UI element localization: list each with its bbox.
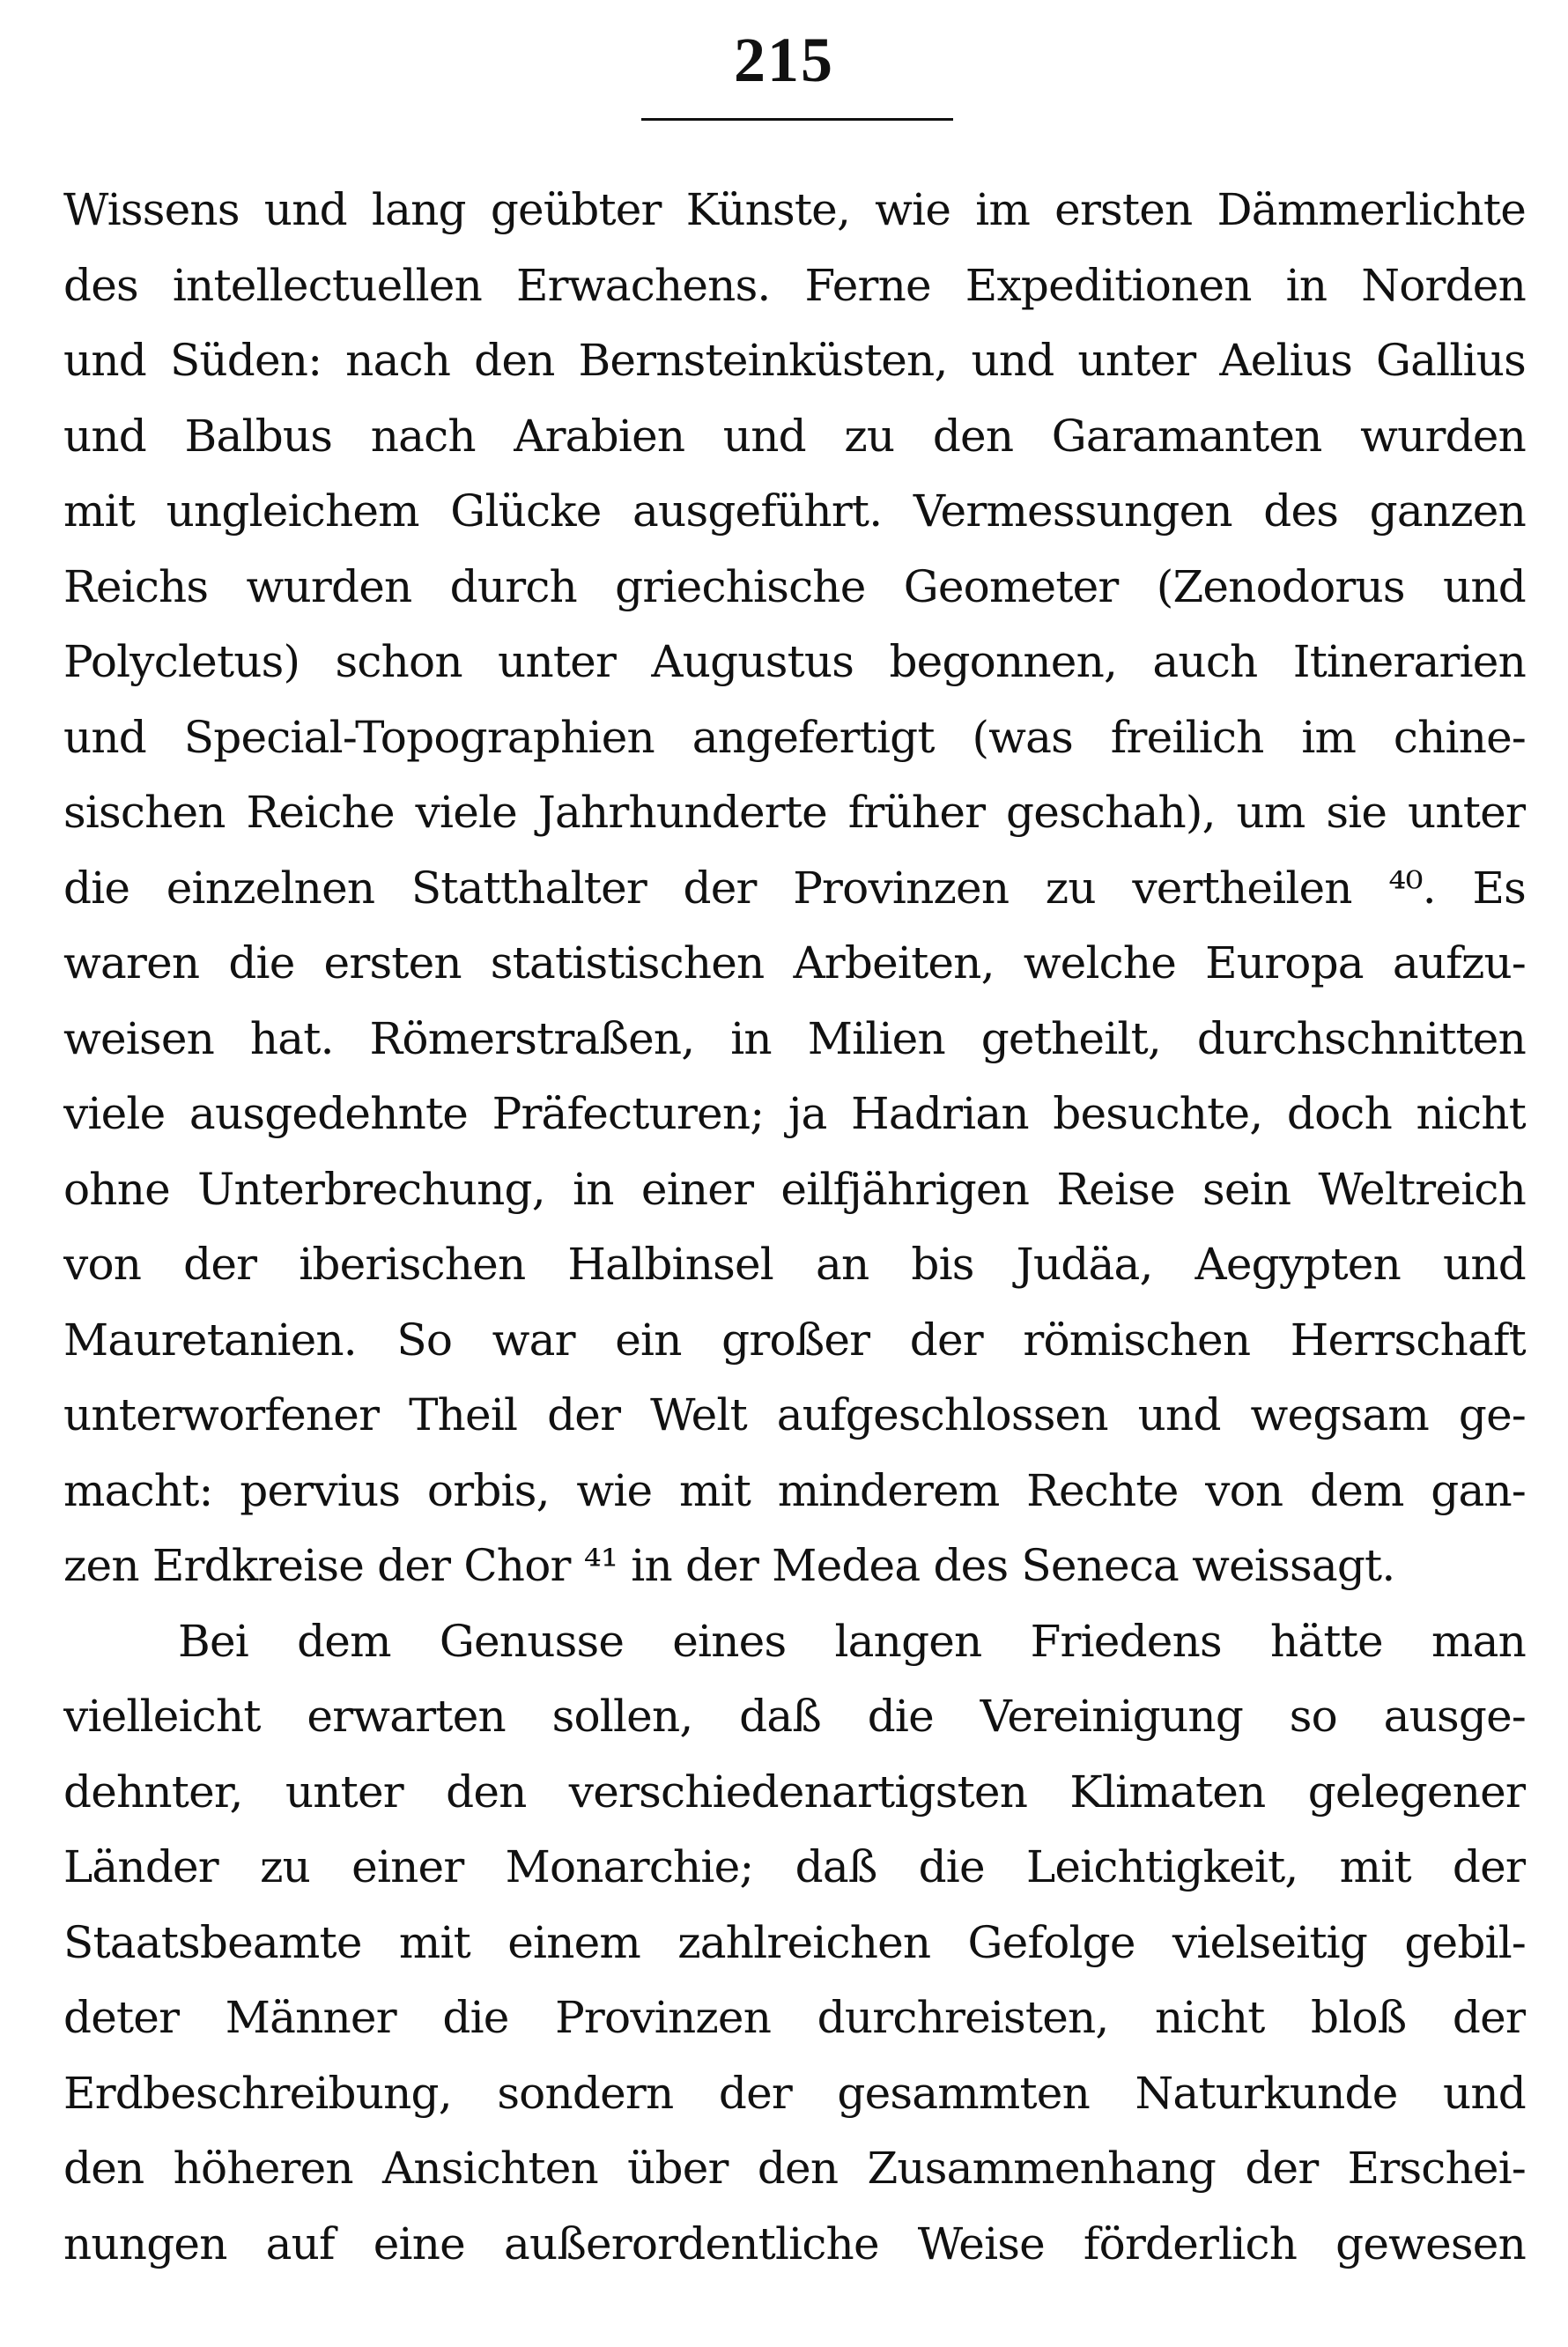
text-line: Länder zu einer Monarchie; daß die Leichtigkeit, mit der (63, 1841, 1526, 1892)
text-line: deter Männer die Provinzen durchreisten, nicht bloß der (63, 1992, 1526, 2043)
text-line: sischen Reiche viele Jahrhunderte früher geschah), um sie unter (63, 787, 1526, 838)
text-line: vielleicht erwarten sollen, daß die Vereinigung so ausge- (63, 1691, 1526, 1742)
text-line: zen Erdkreise der Chor ⁴¹ in der Medea des Seneca weissagt. (63, 1540, 1395, 1591)
text-line: Erdbeschreibung, sondern der gesammten Naturkunde und (63, 2067, 1526, 2119)
text-line: viele ausgedehnte Präfecturen; ja Hadrian besuchte, doch nicht (63, 1088, 1526, 1139)
text-line: ohne Unterbrechung, in einer eilfjährigen Reise sein Weltreich (63, 1163, 1526, 1215)
text-line: Staatsbeamte mit einem zahlreichen Gefolge vielseitig gebil- (63, 1916, 1526, 1968)
text-line: unterworfener Theil der Welt aufgeschlossen und wegsam ge- (63, 1389, 1526, 1440)
text-line: den höheren Ansichten über den Zusammenhang der Erschei- (63, 2143, 1526, 2194)
text-line: von der iberischen Halbinsel an bis Judäa, Aegypten und (63, 1239, 1526, 1290)
text-line: und Süden: nach den Bernsteinküsten, und unter Aelius Gallius (63, 335, 1526, 386)
text-line: Reichs wurden durch griechische Geometer (Zenodorus und (63, 560, 1526, 612)
body-text (63, 173, 1526, 2282)
text-line: waren die ersten statistischen Arbeiten, welche Europa aufzu- (63, 937, 1526, 988)
text-line: Bei dem Genusse eines langen Friedens hätte man (178, 1615, 1526, 1667)
text-line: und Special-Topographien angefertigt (was freilich im chine- (63, 711, 1526, 763)
header-rule (641, 118, 953, 121)
page-number: 215 (734, 25, 834, 95)
text-line: weisen hat. Römerstraßen, in Milien getheilt, durchschnitten (63, 1012, 1526, 1064)
text-line: des intellectuellen Erwachens. Ferne Expeditionen in Norden (63, 259, 1526, 311)
text-line: Wissens und lang geübter Künste, wie im ersten Dämmerlichte (63, 184, 1526, 235)
text-line: die einzelnen Statthalter der Provinzen zu vertheilen ⁴⁰. Es (63, 862, 1526, 914)
text-line: Polycletus) schon unter Augustus begonnen, auch Itinerarien (63, 636, 1526, 687)
text-line: dehnter, unter den verschiedenartigsten Klimaten gelegener (63, 1766, 1526, 1818)
text-line: Mauretanien. So war ein großer der römischen Herrschaft (63, 1314, 1526, 1366)
text-line: und Balbus nach Arabien und zu den Garamanten wurden (63, 410, 1526, 462)
text-line: macht: pervius orbis, wie mit minderem Rechte von dem gan- (63, 1464, 1526, 1516)
text-line: mit ungleichem Glücke ausgeführt. Vermessungen des ganzen (63, 485, 1526, 537)
text-line: nungen auf eine außerordentliche Weise förderlich gewesen (63, 2217, 1526, 2269)
